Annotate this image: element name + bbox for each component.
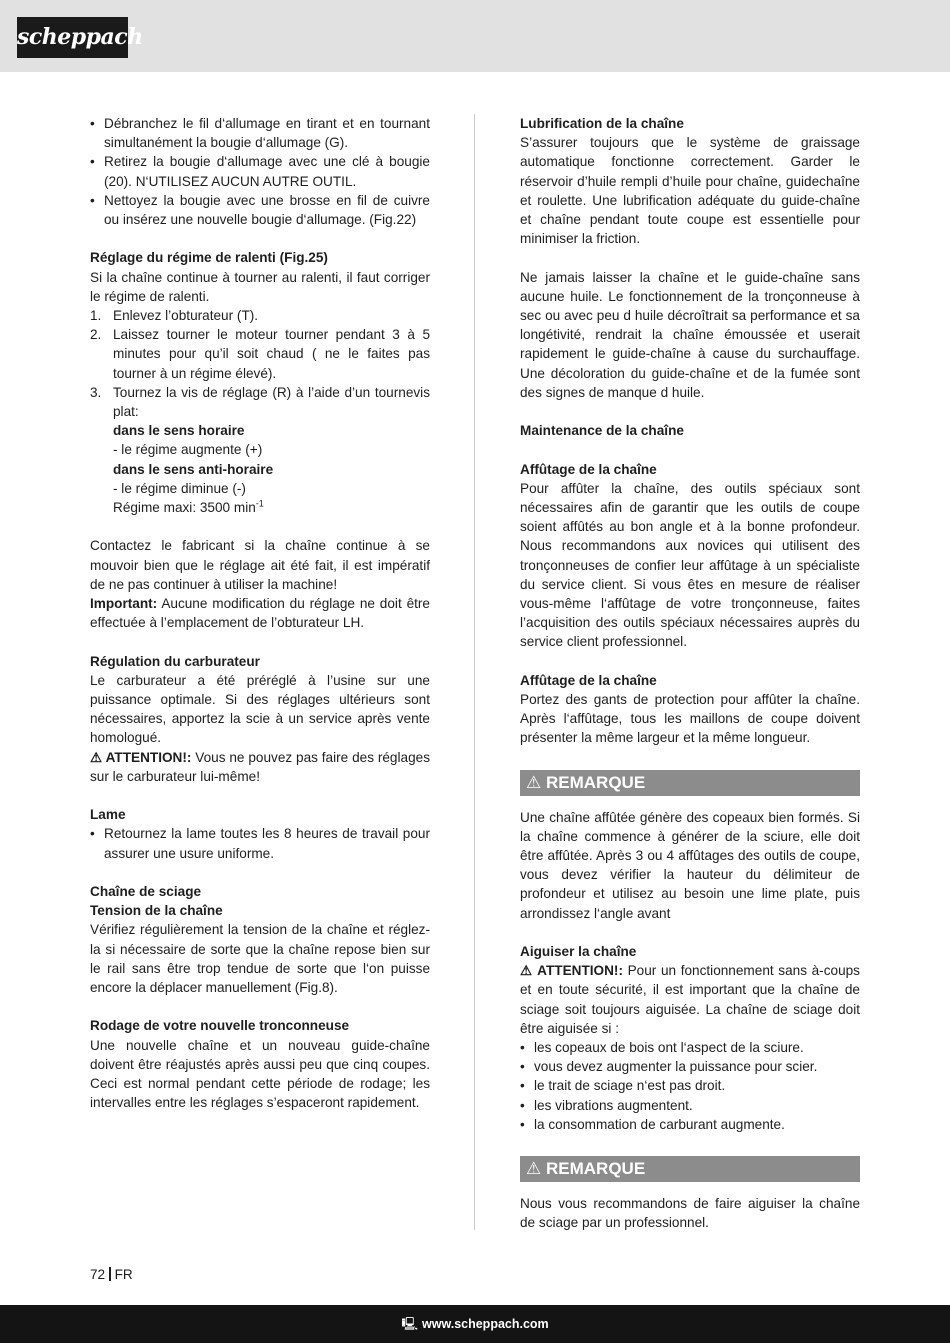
- warning-note: ⚠ ATTENTION!: Pour un fonctionnement sans à-coups et en toute sécurité, il est important que la chaîne de sciage soit toujours aiguisée. La chaîne de sciage doit être aiguisée si :: [520, 963, 860, 1036]
- section-heading: Lubrification de la chaîne: [520, 116, 684, 131]
- section-heading: Maintenance de la chaîne: [520, 423, 684, 439]
- max-rpm: Régime maxi: 3500 $\min^{-1}$: [113, 498, 264, 516]
- list-item: • Retournez la lame toutes les 8 heures de travail pour assurer une usure uniforme.: [90, 824, 430, 862]
- section-heading: Aiguiser la chaîne: [520, 944, 637, 960]
- paragraph: Contactez le fabricant si la chaîne continue à se mouvoir bien que le réglage ait été fait, il est impératif de ne pas continuer à utiliser la machine!: [90, 538, 430, 592]
- remark-banner: ⚠ REMARQUE: [520, 770, 860, 796]
- list-item: 3. Tournez la vis de réglage (R) à l’aide d’un tournevis plat:: [90, 384, 430, 420]
- paragraph: S’assurer toujours que le système de graissage automatique fonctionne correctement. Garder le réservoir d’huile rempli d’huile pour chaîne, guidechaîne et roulette. Une lubrification adéquate du guide-chaîne et chaîne pendant toute coupe est essentielle pour minimiser la friction.: [520, 135, 860, 247]
- spark-plug-list: [90, 114, 430, 229]
- paragraph: Ne jamais laisser la chaîne et le guide-chaîne sans aucune huile. Le fonctionnement de la tronçonneuse à sec ou avec peu d huile décroîtrait sa performance et sa longétivité, rendrait la chaîne émoussée et userait rapidement le guide-chaîne à cause du surchauffage. Une décoloration du guide-chaîne et de la fumée sont des signes de manque d huile.: [520, 269, 860, 400]
- header-bar: [0, 0, 950, 72]
- paragraph: Vérifiez régulièrement la tension de la chaîne et réglez-la si nécessaire de sorte que la chaîne repose bien sur le rail sans être trop tendue de sorte que l‘on puisse encore la déplacer manuellement (Fig.8).: [90, 922, 430, 996]
- paragraph: Le carburateur a été préréglé à l’usine sur une puissance optimale. Si des réglages ultérieurs sont nécessaires, apportez la scie à un service après vente homologué.: [90, 672, 430, 746]
- brand-logo: scheppach: [17, 17, 128, 58]
- counterclockwise-text: - le régime diminue (-): [113, 480, 246, 496]
- blade-list: [90, 824, 430, 862]
- paragraph: Si la chaîne continue à tourner au ralenti, il faut corriger le régime de ralenti.: [90, 269, 430, 304]
- list-item: • les copeaux de bois ont l‘aspect de la sciure.: [520, 1038, 860, 1057]
- important-note: Important: Aucune modification du réglage ne doit être effectuée à l’emplacement de l’obturateur LH.: [90, 596, 430, 631]
- paragraph: Pour affûter la chaîne, des outils spéciaux sont nécessaires afin de garantir que les outils de coupe soient affûtés au bon angle et à la bonne profondeur. Nous recommandons aux novices qui utilisent des tronçonneuses de confier leur affûtage à un spécialiste du service client. Si vous êtes en mesure de réaliser vous-même l‘affûtage de votre tronçonneuse, faites l’acquisition des outils spéciaux nécessaires auprès du service client professionnel.: [520, 480, 860, 650]
- list-item: • Nettoyez la bougie avec une brosse en fil de cuivre ou insérez une nouvelle bougie d‘allumage. (Fig.22): [90, 191, 430, 229]
- list-item: • le trait de sciage n‘est pas droit.: [520, 1076, 860, 1095]
- list-item: 2. Laissez tourner le moteur tourner pendant 3 à 5 minutes pour qu’il soit chaud ( ne le faites pas tourner à un régime élevé).: [90, 327, 430, 381]
- section-heading: Affûtage de la chaîne: [520, 672, 657, 688]
- left-column: [90, 114, 430, 1112]
- section-heading: Régulation du carburateur: [90, 653, 260, 669]
- idle-steps-list: [90, 306, 430, 421]
- clockwise-label: dans le sens horaire: [113, 423, 245, 439]
- remark-banner: ⚠ REMARQUE: [520, 1156, 860, 1182]
- list-item: • la consommation de carburant augmente.: [520, 1115, 860, 1134]
- paragraph: Une chaîne affûtée génère des copeaux bien formés. Si la chaîne commence à générer de la sciure, elle doit être affûtée. Après 3 ou 4 affûtages des outils de coupe, vous devez vérifier la hauteur du délimiteur de profondeur et utilisez au besoin une lime plate, puis arrondissez l‘angle avant: [520, 809, 860, 921]
- section-heading: Lame: [90, 807, 126, 823]
- section-subheading: Tension de la chaîne: [90, 903, 223, 919]
- monitor-icon: 🖳: [401, 1317, 419, 1331]
- list-item: • vous devez augmenter la puissance pour scier.: [520, 1057, 860, 1076]
- section-heading: Rodage de votre nouvelle tronconneuse: [90, 1018, 350, 1034]
- clockwise-text: - le régime augmente (+): [113, 442, 263, 458]
- section-heading: Chaîne de sciage: [90, 884, 202, 900]
- right-column: [520, 114, 860, 1232]
- counterclockwise-label: dans le sens anti-horaire: [113, 461, 274, 477]
- list-item: • les vibrations augmentent.: [520, 1096, 860, 1115]
- warning-icon: ⚠: [526, 772, 542, 792]
- list-item: • Débranchez le fil d‘allumage en tirant et en tournant simultanément la bougie d‘allumage (G).: [90, 114, 430, 152]
- section-heading: Réglage du régime de ralenti (Fig.25): [90, 250, 328, 266]
- hone-list: [520, 1038, 860, 1134]
- paragraph: Portez des gants de protection pour affûter la chaîne. Après l‘affûtage, tous les maillons de coupe doivent présenter la même largeur et la même longueur.: [520, 692, 860, 746]
- section-heading: Affûtage de la chaîne: [520, 461, 657, 477]
- warning-note: ⚠ ATTENTION!: Vous ne pouvez pas faire des réglages sur le carburateur lui-même!: [90, 749, 430, 784]
- list-item: 1. Enlevez l’obturateur (T).: [90, 308, 259, 324]
- page-number: 72 FR: [90, 1267, 133, 1282]
- list-item: • Retirez la bougie d‘allumage avec une clé à bougie (20). N‘UTILISEZ AUCUN AUTRE OUTIL.: [90, 152, 430, 190]
- website-link[interactable]: www.scheppach.com: [422, 1317, 549, 1331]
- column-divider: [474, 114, 475, 1230]
- paragraph: Une nouvelle chaîne et un nouveau guide-chaîne doivent être réajustés après aussi peu que cinq coupes. Ceci est normal pendant cette période de rodage; les intervalles entre les réglages s’espaceront rapidement.: [90, 1037, 430, 1111]
- warning-icon: ⚠: [526, 1159, 542, 1179]
- footer-bar: [0, 1305, 950, 1343]
- paragraph: Nous vous recommandons de faire aiguiser la chaîne de sciage par un professionnel.: [520, 1196, 860, 1231]
